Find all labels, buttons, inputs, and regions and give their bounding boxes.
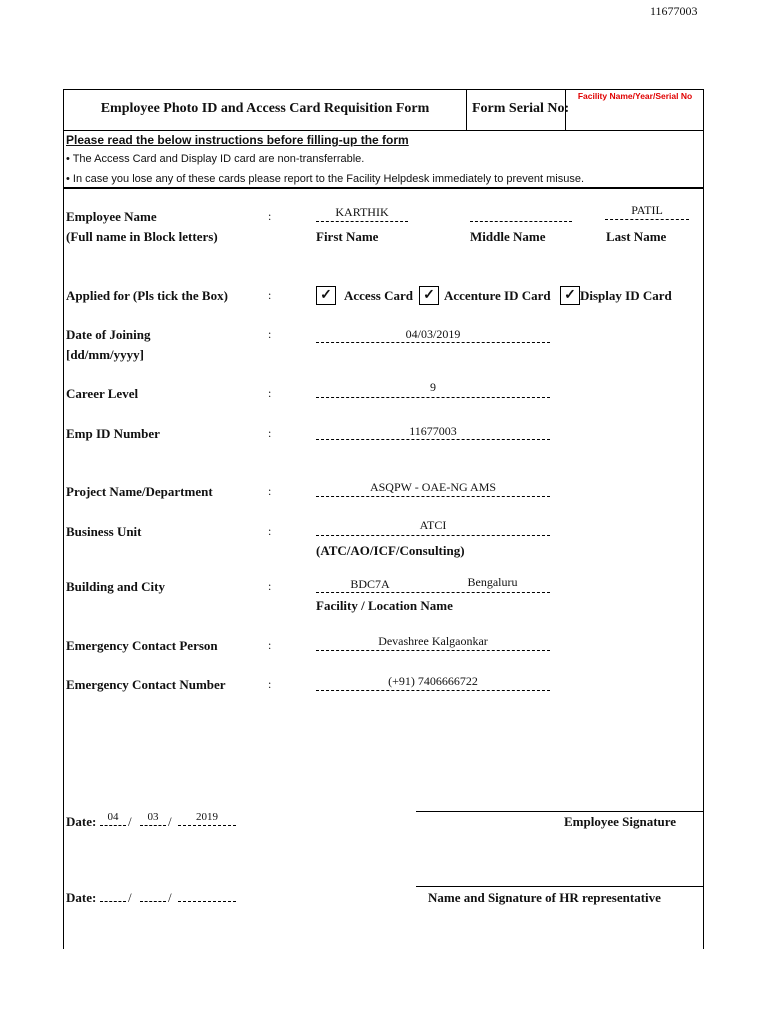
frame-left-border	[63, 89, 64, 949]
instructions-heading: Please read the below instructions before filling-up the form	[66, 133, 409, 147]
middle-name-label: Middle Name	[470, 229, 546, 244]
business-unit-field[interactable]: ATCI	[316, 518, 550, 536]
building-city-label: Building and City	[66, 579, 165, 594]
colon: :	[268, 386, 272, 400]
form-title: Employee Photo ID and Access Card Requisition Form	[100, 101, 430, 116]
colon: :	[268, 288, 272, 302]
access-card-label: Access Card	[344, 288, 413, 303]
emergency-person-field[interactable]: Devashree Kalgaonkar	[316, 634, 550, 651]
employee-date-label: Date:	[66, 814, 97, 829]
project-label: Project Name/Department	[66, 484, 213, 499]
header-bottom-border	[63, 130, 704, 131]
frame-right-border	[703, 89, 704, 949]
hr-date-label: Date:	[66, 890, 97, 905]
colon: :	[268, 677, 272, 691]
employee-date-year[interactable]: 2019	[178, 811, 236, 826]
employee-name-hint: (Full name in Block letters)	[66, 229, 218, 244]
employee-signature-line	[416, 811, 704, 812]
date-separator: /	[168, 890, 172, 905]
career-level-label: Career Level	[66, 386, 139, 401]
last-name-field[interactable]: PATIL	[605, 203, 689, 220]
colon: :	[268, 327, 272, 341]
project-field[interactable]: ASQPW - OAE-NG AMS	[316, 480, 550, 497]
last-name-label: Last Name	[606, 229, 667, 244]
page-id: 11677003	[650, 4, 698, 18]
serial-label: Form Serial No:	[472, 101, 570, 116]
emergency-number-field[interactable]: (+91) 7406666722	[316, 674, 550, 691]
career-level-field[interactable]: 9	[316, 380, 550, 398]
employee-name-label: Employee Name	[66, 209, 157, 224]
colon: :	[268, 638, 272, 652]
emp-id-label: Emp ID Number	[66, 426, 160, 441]
applied-for-label: Applied for (Pls tick the Box)	[66, 288, 228, 303]
date-separator: /	[128, 890, 132, 905]
employee-date-month[interactable]: 03	[140, 811, 166, 826]
building-city-line	[316, 592, 550, 593]
date-of-joining-field[interactable]: 04/03/2019	[316, 327, 550, 343]
hr-signature-label: Name and Signature of HR representative	[428, 890, 661, 905]
building-field[interactable]: BDC7A	[350, 577, 390, 591]
building-hint: Facility / Location Name	[316, 598, 453, 613]
hr-date-day[interactable]	[100, 887, 126, 902]
display-id-card-label: Display ID Card	[580, 288, 672, 303]
colon: :	[268, 209, 272, 223]
employee-signature-label: Employee Signature	[564, 814, 677, 829]
employee-date-day[interactable]: 04	[100, 811, 126, 826]
hr-date-year[interactable]	[178, 887, 236, 902]
colon: :	[268, 524, 272, 538]
access-card-checkbox[interactable]: ✓	[316, 286, 336, 305]
emergency-number-label: Emergency Contact Number	[66, 677, 226, 692]
display-id-card-checkbox[interactable]: ✓	[560, 286, 580, 305]
serial-field[interactable]: Facility Name/Year/Serial No	[577, 91, 693, 101]
emp-id-field[interactable]: 11677003	[316, 424, 550, 440]
first-name-field[interactable]: KARTHIK	[316, 205, 408, 222]
hr-date-month[interactable]	[140, 887, 166, 902]
date-separator: /	[128, 814, 132, 829]
date-of-joining-label: Date of Joining	[66, 327, 151, 342]
instructions-bottom-border	[63, 187, 704, 189]
accenture-id-card-label: Accenture ID Card	[444, 288, 551, 303]
header-divider-1	[466, 89, 467, 130]
colon: :	[268, 484, 272, 498]
date-format-hint: [dd/mm/yyyy]	[66, 347, 144, 362]
colon: :	[268, 579, 272, 593]
hr-signature-line	[416, 886, 704, 887]
instruction-item: • In case you lose any of these cards please report to the Facility Helpdesk immediately to prevent misuse.	[66, 173, 585, 185]
first-name-label: First Name	[316, 229, 379, 244]
city-field[interactable]: Bengaluru	[467, 575, 518, 589]
colon: :	[268, 426, 272, 440]
business-unit-label: Business Unit	[66, 524, 142, 539]
instruction-item: • The Access Card and Display ID card are non-transferrable.	[66, 153, 365, 165]
frame-top-border	[63, 89, 704, 90]
date-separator: /	[168, 814, 172, 829]
middle-name-field[interactable]	[470, 205, 572, 222]
business-unit-hint: (ATC/AO/ICF/Consulting)	[316, 543, 465, 558]
emergency-person-label: Emergency Contact Person	[66, 638, 218, 653]
accenture-id-card-checkbox[interactable]: ✓	[419, 286, 439, 305]
